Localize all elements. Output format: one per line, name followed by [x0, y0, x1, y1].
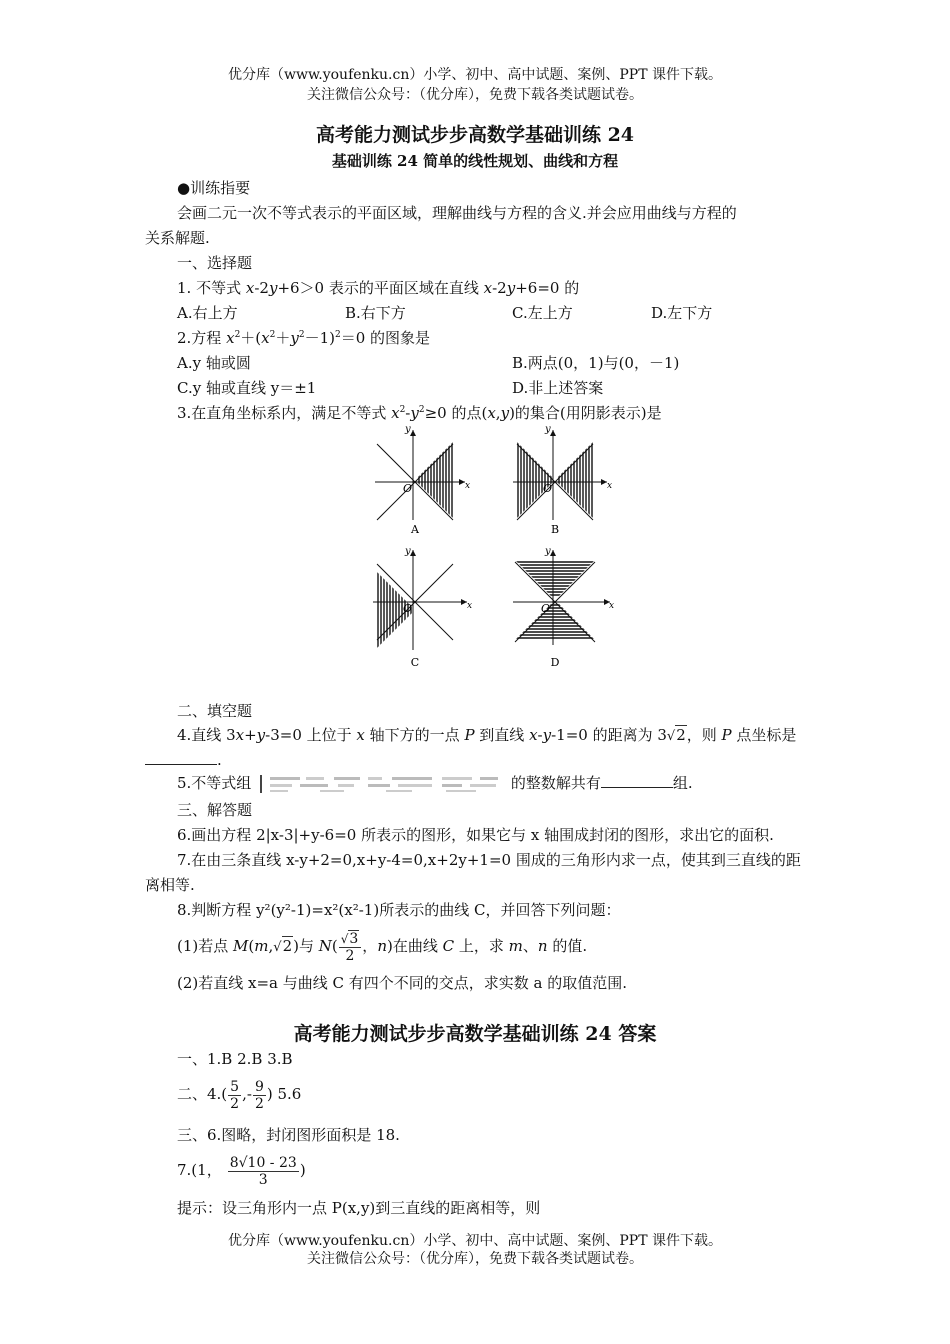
figure-c: [373, 546, 472, 670]
fig-c-x-label: x: [467, 601, 473, 611]
question-5: 5.不等式组 的整数解共有 组.: [177, 774, 693, 792]
question-6: 6.画出方程 2|x-3|+y-6=0 所表示的图形，如果它与 x 轴围成封闭的图形，求出它的面积.: [177, 826, 774, 844]
answers-title: 高考能力测试步步高数学基础训练 24 答案: [293, 1023, 657, 1045]
fig-a-label: A: [411, 523, 419, 536]
site-header-line2: 关注微信公众号：（优分库），免费下载各类试题试卷。: [307, 87, 643, 103]
q2-option-b: B.两点(0，1)与(0，－1): [512, 354, 680, 372]
q1-option-b: B.右下方: [345, 304, 406, 322]
section-choice: 一、选择题: [177, 254, 253, 272]
fig-a-x-label: x: [465, 481, 471, 491]
q2-option-a: A.y 轴或圆: [177, 354, 251, 372]
answer-hint: 提示：设三角形内一点 P(x,y)到三直线的距离相等，则: [177, 1199, 541, 1217]
answer-section-3: 三、6.图略，封闭图形面积是 18.: [177, 1126, 400, 1144]
page-title: 高考能力测试步步高数学基础训练 24: [315, 124, 635, 146]
guide-text-1: 会画二元一次不等式表示的平面区域，理解曲线与方程的含义.并会应用曲线与方程的: [177, 204, 737, 222]
fig-d-label: D: [550, 656, 560, 669]
question-2: 2.方程 $x^2+(x^2+y^2-1)^2=0$ 的图象是: [177, 329, 431, 347]
fig-b-x-label: x: [607, 481, 613, 491]
site-header-line1: 优分库（www.youfenku.cn）小学、初中、高中试题、案例、PPT 课件下载。: [227, 67, 722, 83]
q4-answer-blank[interactable]: .: [145, 750, 222, 770]
fig-c-origin: O: [403, 602, 413, 615]
question-8-part-1: (1)若点 M(m,√2)与 N( $\frac{√3}{2}$ ，n)在曲线 C 上，求 m、n 的值.: [177, 930, 588, 964]
section-fill: 二、填空题: [177, 702, 253, 720]
fig-d-origin: O: [541, 602, 551, 615]
q5-inequality-system: [256, 774, 506, 794]
fig-b-y-label: y: [545, 424, 551, 435]
fig-a-origin: O: [403, 482, 413, 495]
q3-figures: [360, 420, 630, 675]
question-8-part-2: (2)若直线 x=a 与曲线 C 有四个不同的交点，求实数 a 的取值范围.: [177, 974, 628, 992]
q1-option-c: C.左上方: [512, 304, 573, 322]
fig-d-x-label: x: [609, 601, 615, 611]
fig-b-label: B: [550, 523, 560, 536]
guide-text-2: 关系解题.: [145, 229, 210, 247]
question-7-line2: 离相等.: [145, 876, 195, 894]
fig-c-label: C: [410, 656, 420, 669]
page-subtitle: 基础训练 24 简单的线性规划、曲线和方程: [331, 152, 619, 170]
answer-7: 7.(1， $\frac{8√10 - 23}{3}$ ): [177, 1154, 306, 1188]
question-3: 3.在直角坐标系内，满足不等式 $x^2-y^2\ge 0$ 的点(x,y)的集合(用阴影表示)是: [177, 404, 662, 422]
site-footer-line2: 关注微信公众号：（优分库），免费下载各类试题试卷。: [307, 1251, 643, 1267]
fig-d-y-label: y: [545, 546, 551, 557]
figure-a: [375, 420, 470, 540]
answer-section-1: 一、1.B 2.B 3.B: [177, 1050, 293, 1068]
question-7-line1: 7.在由三条直线 x-y+2=0,x+y-4=0,x+2y+1=0 围成的三角形内求一点，使其到三直线的距: [177, 851, 801, 869]
answer-section-2: 二、4.( $\frac{5}{2}$ ,- $\frac{9}{2}$ ) 5.6: [177, 1078, 302, 1112]
q2-option-c: C.y 轴或直线 y＝±1: [177, 379, 317, 397]
fig-b-origin: O: [543, 482, 553, 495]
question-4: 4.直线 3x+y-3=0 上位于 x 轴下方的一点 P 到直线 x-y-1=0 的距离为 3√2，则 P 点坐标是: [177, 726, 797, 744]
figure-b: [513, 420, 612, 540]
section-solve: 三、解答题: [177, 801, 253, 819]
site-footer-line1: 优分库（www.youfenku.cn）小学、初中、高中试题、案例、PPT 课件下载。: [227, 1233, 722, 1249]
question-1: 1. 不等式 x-2y+6＞0 表示的平面区域在直线 x-2y+6=0 的: [177, 279, 580, 297]
fig-a-y-label: y: [405, 424, 411, 435]
question-8: 8.判断方程 y²(y²-1)=x²(x²-1)所表示的曲线 C，并回答下列问题：: [177, 901, 621, 919]
q2-option-d: D.非上述答案: [512, 379, 604, 397]
guide-heading: ●训练指要: [177, 179, 251, 197]
q1-option-a: A.右上方: [177, 304, 238, 322]
fig-c-y-label: y: [405, 546, 411, 557]
figure-d: [505, 546, 614, 669]
q1-option-d: D.左下方: [651, 304, 713, 322]
